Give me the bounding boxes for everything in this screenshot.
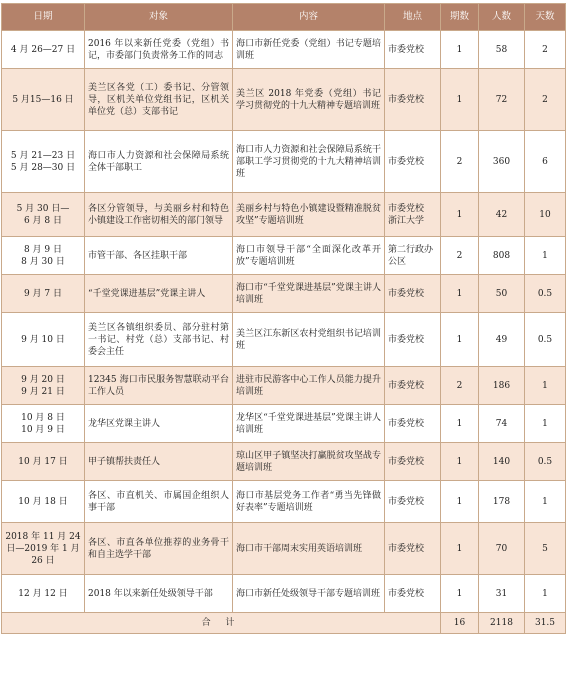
cell-object: 各区、市直机关、市属国企组织人事干部 — [85, 481, 233, 523]
table-row — [2, 31, 566, 69]
table-row — [2, 237, 566, 275]
cell-content: 龙华区“千堂党课进基层”党课主讲人培训班 — [233, 405, 385, 443]
header-sessions: 期数 — [441, 4, 479, 31]
cell-date: 8 月 9 日 8 月 30 日 — [2, 237, 85, 275]
cell-object: 2016 年以来新任党委（党组）书记，市委部门负责常务工作的同志 — [85, 31, 233, 69]
cell-content: 美兰区江东新区农村党组织书记培训班 — [233, 313, 385, 367]
cell-location: 市委党校 — [385, 31, 441, 69]
cell-location: 市委党校 — [385, 443, 441, 481]
table-row — [2, 69, 566, 131]
cell-sessions: 1 — [441, 313, 479, 367]
cell-object: “千堂党课进基层”党课主讲人 — [85, 275, 233, 313]
cell-people: 178 — [479, 481, 525, 523]
table-row — [2, 443, 566, 481]
header-days: 天数 — [525, 4, 566, 31]
cell-sessions: 1 — [441, 193, 479, 237]
cell-people: 140 — [479, 443, 525, 481]
cell-content: 海口市干部周末实用英语培训班 — [233, 523, 385, 575]
cell-days: 10 — [525, 193, 566, 237]
cell-date: 10 月 8 日 10 月 9 日 — [2, 405, 85, 443]
cell-location: 第二行政办公区 — [385, 237, 441, 275]
cell-object: 各区、市直各单位推荐的业务骨干和自主选学干部 — [85, 523, 233, 575]
cell-object: 市管干部、各区挂职干部 — [85, 237, 233, 275]
cell-content: 美丽乡村与特色小镇建设暨精准脱贫攻坚”专题培训班 — [233, 193, 385, 237]
header-content: 内容 — [233, 4, 385, 31]
cell-date: 10 月 17 日 — [2, 443, 85, 481]
cell-sessions: 1 — [441, 575, 479, 613]
table-row — [2, 131, 566, 193]
cell-people: 58 — [479, 31, 525, 69]
cell-location: 市委党校 — [385, 405, 441, 443]
cell-sessions: 2 — [441, 131, 479, 193]
total-label: 合 计 — [2, 613, 441, 634]
cell-sessions: 1 — [441, 405, 479, 443]
cell-people: 360 — [479, 131, 525, 193]
cell-content: 海口市“千堂党课进基层”党课主讲人培训班 — [233, 275, 385, 313]
cell-location: 市委党校 — [385, 131, 441, 193]
cell-date: 9 月 10 日 — [2, 313, 85, 367]
cell-date: 12 月 12 日 — [2, 575, 85, 613]
table-row — [2, 481, 566, 523]
cell-location: 市委党校 — [385, 313, 441, 367]
cell-days: 1 — [525, 367, 566, 405]
cell-people: 186 — [479, 367, 525, 405]
cell-object: 甲子镇帮扶责任人 — [85, 443, 233, 481]
header-date: 日期 — [2, 4, 85, 31]
cell-days: 1 — [525, 405, 566, 443]
cell-location: 市委党校 — [385, 69, 441, 131]
cell-sessions: 1 — [441, 523, 479, 575]
cell-people: 49 — [479, 313, 525, 367]
cell-days: 1 — [525, 481, 566, 523]
table-body — [2, 31, 566, 613]
total-row — [2, 613, 566, 634]
cell-sessions: 1 — [441, 69, 479, 131]
table-row — [2, 193, 566, 237]
header-location: 地点 — [385, 4, 441, 31]
cell-people: 70 — [479, 523, 525, 575]
cell-people: 808 — [479, 237, 525, 275]
cell-location: 市委党校 — [385, 523, 441, 575]
cell-location: 市委党校 — [385, 275, 441, 313]
cell-date: 5 月 30 日— 6 月 8 日 — [2, 193, 85, 237]
cell-date: 5 月 21—23 日 5 月 28—30 日 — [2, 131, 85, 193]
table-row — [2, 523, 566, 575]
cell-location: 市委党校 — [385, 575, 441, 613]
cell-days: 5 — [525, 523, 566, 575]
table-row — [2, 575, 566, 613]
cell-location: 市委党校 — [385, 367, 441, 405]
cell-content: 进驻市民游客中心工作人员能力提升培训班 — [233, 367, 385, 405]
cell-content: 琼山区甲子镇坚决打赢脱贫攻坚战专题培训班 — [233, 443, 385, 481]
cell-object: 美兰区各党（工）委书记、分管领导，区机关单位党组书记，区机关单位党（总）支部书记 — [85, 69, 233, 131]
table-row — [2, 367, 566, 405]
cell-people: 74 — [479, 405, 525, 443]
cell-days: 0.5 — [525, 275, 566, 313]
training-table — [1, 3, 566, 634]
cell-location: 市委党校 浙江大学 — [385, 193, 441, 237]
total-people: 2118 — [479, 613, 525, 634]
cell-date: 9 月 7 日 — [2, 275, 85, 313]
cell-object: 龙华区党课主讲人 — [85, 405, 233, 443]
cell-object: 各区分管领导，与美丽乡村和特色小镇建设工作密切相关的部门领导 — [85, 193, 233, 237]
cell-content: 美兰区 2018 年党委（党组）书记学习贯彻党的十九大精神专题培训班 — [233, 69, 385, 131]
cell-people: 42 — [479, 193, 525, 237]
header-people: 人数 — [479, 4, 525, 31]
header-object: 对象 — [85, 4, 233, 31]
cell-sessions: 1 — [441, 481, 479, 523]
cell-people: 31 — [479, 575, 525, 613]
cell-content: 海口市新任处级领导干部专题培训班 — [233, 575, 385, 613]
cell-object: 12345 海口市民服务智慧联动平台工作人员 — [85, 367, 233, 405]
cell-days: 6 — [525, 131, 566, 193]
table-row — [2, 405, 566, 443]
cell-days: 1 — [525, 237, 566, 275]
cell-date: 5 月15—16 日 — [2, 69, 85, 131]
cell-date: 2018 年 11 月 24 日—2019 年 1 月 26 日 — [2, 523, 85, 575]
cell-content: 海口市人力资源和社会保障局系统干部职工学习贯彻党的十九大精神培训班 — [233, 131, 385, 193]
cell-sessions: 1 — [441, 443, 479, 481]
cell-location: 市委党校 — [385, 481, 441, 523]
cell-people: 50 — [479, 275, 525, 313]
cell-days: 2 — [525, 69, 566, 131]
total-sessions: 16 — [441, 613, 479, 634]
cell-object: 美兰区各镇组织委员、部分驻村第一书记、村党（总）支部书记、村委会主任 — [85, 313, 233, 367]
cell-sessions: 2 — [441, 237, 479, 275]
cell-days: 1 — [525, 575, 566, 613]
cell-days: 0.5 — [525, 313, 566, 367]
cell-days: 0.5 — [525, 443, 566, 481]
total-days: 31.5 — [525, 613, 566, 634]
cell-object: 海口市人力资源和社会保障局系统全体干部职工 — [85, 131, 233, 193]
table-row — [2, 313, 566, 367]
cell-date: 9 月 20 日 9 月 21 日 — [2, 367, 85, 405]
cell-sessions: 1 — [441, 31, 479, 69]
cell-sessions: 2 — [441, 367, 479, 405]
cell-content: 海口市基层党务工作者“勇当先锋做好表率”专题培训班 — [233, 481, 385, 523]
header-row — [2, 4, 566, 31]
cell-sessions: 1 — [441, 275, 479, 313]
cell-date: 4 月 26—27 日 — [2, 31, 85, 69]
cell-days: 2 — [525, 31, 566, 69]
cell-content: 海口市新任党委（党组）书记专题培训班 — [233, 31, 385, 69]
cell-date: 10 月 18 日 — [2, 481, 85, 523]
cell-content: 海口市领导干部“全面深化改革开放”专题培训班 — [233, 237, 385, 275]
cell-object: 2018 年以来新任处级领导干部 — [85, 575, 233, 613]
cell-people: 72 — [479, 69, 525, 131]
table-row — [2, 275, 566, 313]
